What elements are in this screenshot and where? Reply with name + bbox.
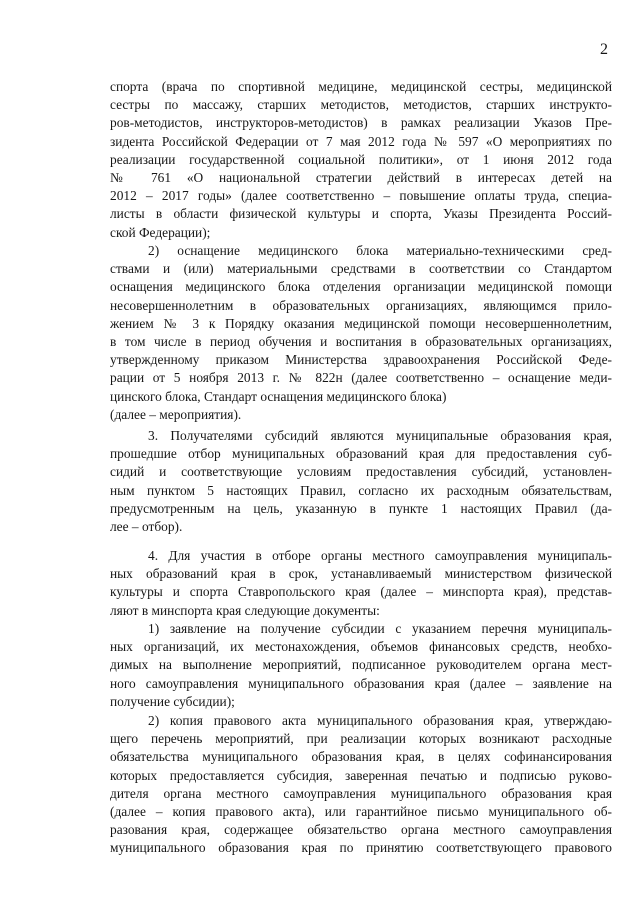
paragraph-3	[110, 427, 612, 536]
text-line: ных образований края в срок, устанавливаемый министерством физической	[110, 566, 612, 582]
paragraph-5	[110, 620, 612, 711]
text-line: зидента Российской Федерации от 7 мая 2012 года № 597 «О мероприятиях по	[110, 133, 612, 149]
text-line: ного самоуправления муниципального образования края (далее – заявление на	[110, 675, 612, 691]
text-line: жением № 3 к Порядку оказания медицинской помощи несовершеннолетним,	[110, 315, 612, 331]
text-line: несовершеннолетним в образовательных организациях, являющимся прило-	[110, 297, 612, 313]
page-number: 2	[600, 41, 608, 58]
paragraph-6	[110, 712, 612, 858]
text-line: 2) копия правового акта муниципального образования края, утверждаю-	[148, 713, 612, 728]
text-line: ствами и (или) материальными средствами в соответствии со Стандартом	[110, 261, 612, 277]
text-line: получение субсидии);	[110, 693, 235, 709]
text-line: дителя органа местного самоуправления муниципального образования края	[110, 785, 612, 801]
text-line: № 761 «О национальной стратегии действий в интересах детей на	[110, 169, 612, 185]
paragraph-4	[110, 547, 612, 620]
text-line: обязательства муниципального образования края, в целях софинансирования	[110, 749, 612, 765]
text-line: ляют в минспорта края следующие документы:	[110, 602, 380, 618]
text-line: (далее – копия правового акта), или гарантийное письмо муниципального об-	[110, 803, 612, 819]
text-line: оснащения медицинского блока отделения организации медицинской помощи	[110, 279, 612, 295]
text-line: которых предоставляется субсидия, заверенная печатью и подписью руково-	[110, 767, 612, 783]
text-line: сестры по массажу, старших методистов, методистов, старших инструкто-	[110, 97, 612, 113]
text-line: 3. Получателями субсидий являются муниципальные образования края,	[148, 428, 612, 443]
text-line: культуры и спорта Ставропольского края (далее – минспорта края), представ-	[110, 584, 612, 600]
text-line: ным пунктом 5 настоящих Правил, согласно их расходным обязательствам,	[110, 482, 612, 498]
text-line: (далее – мероприятия).	[110, 406, 242, 422]
text-line: рации от 5 ноября 2013 г. № 822н (далее соответственно – оснащение меди-	[110, 370, 612, 386]
text-line: утвержденному приказом Министерства здравоохранения Российской Феде-	[110, 352, 612, 368]
text-line: разования края, содержащее обязательство органа местного самоуправления	[110, 822, 612, 838]
text-line: прошедшие отбор муниципальных образований края для предоставления суб-	[110, 446, 612, 462]
text-line: ных организаций, их местонахождения, объемов финансовых средств, необхо-	[110, 639, 612, 655]
text-line: 2) оснащение медицинского блока материально-техническими сред-	[148, 243, 612, 258]
text-line: реализации государственной социальной политики», от 1 июня 2012 года	[110, 151, 612, 167]
text-line: ров-методистов, инструкторов-методистов) в рамках реализации Указов Пре-	[110, 115, 612, 131]
text-line: предусмотренным на цель, указанную в пункте 1 настоящих Правил (да-	[110, 500, 612, 516]
text-line: 1) заявление на получение субсидии с указанием перечня муниципаль-	[148, 621, 612, 636]
text-line: лее – отбор).	[110, 518, 183, 534]
text-line: сидий и соответствующие условиям предоставления субсидий, установлен-	[110, 464, 612, 480]
text-line: муниципального образования края по принятию соответствующего правового	[110, 840, 612, 856]
paragraph-1	[110, 78, 612, 242]
text-line: в том числе в период обучения и воспитания в образовательных организациях,	[110, 333, 612, 349]
text-line: щего перечень мероприятий, при реализации которых возникают расходные	[110, 731, 612, 747]
text-line: спорта (врача по спортивной медицине, медицинской сестры, медицинской	[110, 79, 612, 94]
text-line: 2012 – 2017 годы» (далее соответственно – повышение оплаты труда, специа-	[110, 188, 612, 204]
text-line: 4. Для участия в отборе органы местного самоуправления муниципаль-	[148, 548, 612, 563]
paragraph-2	[110, 242, 612, 424]
text-line: димых на выполнение мероприятий, подписанное руководителем органа мест-	[110, 657, 612, 673]
text-line: цинского блока, Стандарт оснащения медицинского блока)	[110, 388, 447, 404]
text-line: листы в области физической культуры и спорта, Указы Президента Россий-	[110, 206, 612, 222]
text-line: ской Федерации);	[110, 224, 211, 240]
